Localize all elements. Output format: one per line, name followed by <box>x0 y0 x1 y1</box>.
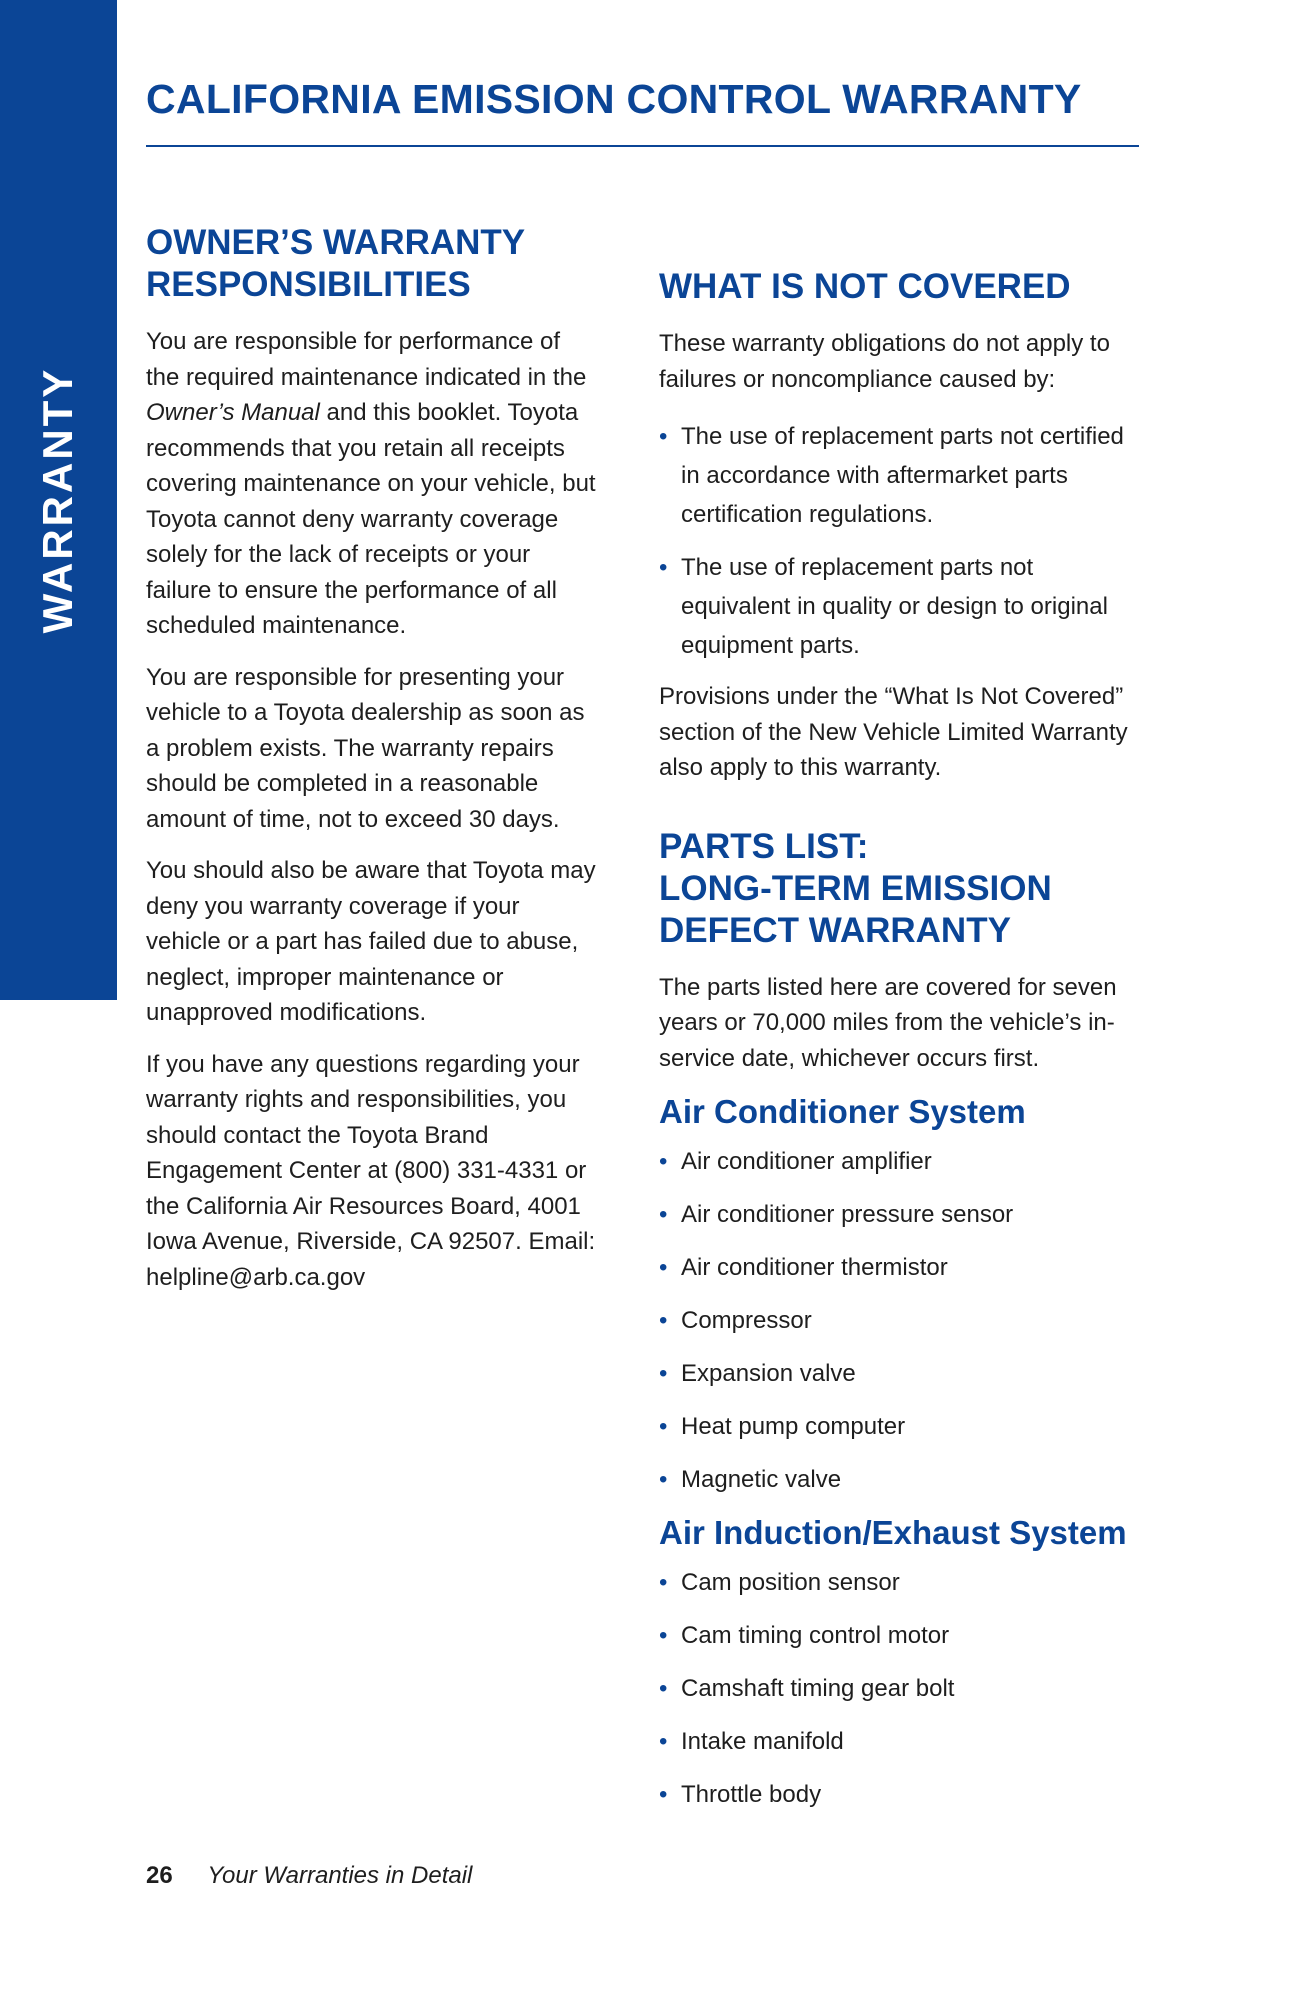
page-title: CALIFORNIA EMISSION CONTROL WARRANTY <box>146 76 1082 122</box>
list-item: • Throttle body <box>659 1775 1139 1814</box>
ac-system-heading: Air Conditioner System <box>659 1093 1026 1130</box>
paragraph-text: You are responsible for performance of the required maintenance indicated in the <box>146 328 587 391</box>
right-column <box>659 266 1139 1828</box>
responsibility-paragraph-dealership: You are responsible for presenting your vehicle to a Toyota dealership as soon as a problem exists. The warranty repairs should be completed in a reasonable amount of time, not to exceed 30 days. <box>146 663 585 833</box>
list-item: • Cam timing control motor <box>659 1616 1139 1655</box>
heading-line: LONG-TERM EMISSION <box>659 868 1052 908</box>
responsibility-paragraph-denial: You should also be aware that Toyota may deny you warranty coverage if your vehicle or a part has failed due to abuse, neglect, improper maintenance or unapproved modifications. <box>146 857 596 1026</box>
sidebar-label: WARRANTY <box>34 366 81 634</box>
page-number: 26 <box>146 1862 173 1889</box>
list-item: • Expansion valve <box>659 1354 1139 1393</box>
heading-line: RESPONSIBILITIES <box>146 265 471 304</box>
heading-line: OWNER’S WARRANTY <box>146 223 526 262</box>
owners-responsibilities-heading <box>146 222 596 306</box>
list-item: • Magnetic valve <box>659 1460 1139 1499</box>
list-item: • Air conditioner thermistor <box>659 1248 1139 1287</box>
list-item: • Cam position sensor <box>659 1563 1139 1602</box>
left-column <box>146 222 596 1311</box>
parts-list-heading <box>659 826 1139 952</box>
list-item: • Air conditioner pressure sensor <box>659 1195 1139 1234</box>
parts-list-intro: The parts listed here are covered for seven years or 70,000 miles from the vehicle’s in-service date, whichever occurs first. <box>659 973 1117 1072</box>
induction-system-list <box>659 1563 1139 1814</box>
owners-manual-title: Owner’s Manual <box>146 399 320 426</box>
page-footer <box>146 1862 472 1890</box>
not-covered-provisions: Provisions under the “What Is Not Covered” section of the New Vehicle Limited Warranty also apply to this warranty. <box>659 683 1128 781</box>
paragraph-text: and this booklet. Toyota recommends that you retain all receipts covering maintenance on your vehicle, but Toyota cannot deny warranty coverage solely for the lack of receipts or your failure to ensure the performance of all scheduled maintenance. <box>146 399 596 639</box>
list-item: • Air conditioner amplifier <box>659 1142 1139 1181</box>
responsibility-paragraph-maintenance <box>146 324 596 644</box>
heading-line: DEFECT WARRANTY <box>659 910 1011 950</box>
list-item: • The use of replacement parts not equivalent in quality or design to original equipment parts. <box>659 548 1139 665</box>
not-covered-list <box>659 417 1139 665</box>
list-item: • Camshaft timing gear bolt <box>659 1669 1139 1708</box>
not-covered-heading: WHAT IS NOT COVERED <box>659 267 1071 306</box>
responsibility-paragraph-contact: If you have any questions regarding your warranty rights and responsibilities, you should contact the Toyota Brand Engagement Center at (800) 331-4331 or the California Air Resources Board, 4001 Iowa Avenue, Riverside, CA 92507. Email: helpline@arb.ca.gov <box>146 1050 596 1291</box>
ac-system-list <box>659 1142 1139 1499</box>
list-item: • Compressor <box>659 1301 1139 1340</box>
title-divider <box>146 145 1139 147</box>
not-covered-intro: These warranty obligations do not apply to failures or noncompliance caused by: <box>659 330 1110 393</box>
list-item: • Heat pump computer <box>659 1407 1139 1446</box>
sidebar-tab <box>0 0 117 1000</box>
list-item: • The use of replacement parts not certified in accordance with aftermarket parts certification regulations. <box>659 417 1139 534</box>
list-item: • Intake manifold <box>659 1722 1139 1761</box>
induction-system-heading: Air Induction/Exhaust System <box>659 1514 1127 1551</box>
footer-label: Your Warranties in Detail <box>207 1862 473 1889</box>
heading-line: PARTS LIST: <box>659 826 869 866</box>
